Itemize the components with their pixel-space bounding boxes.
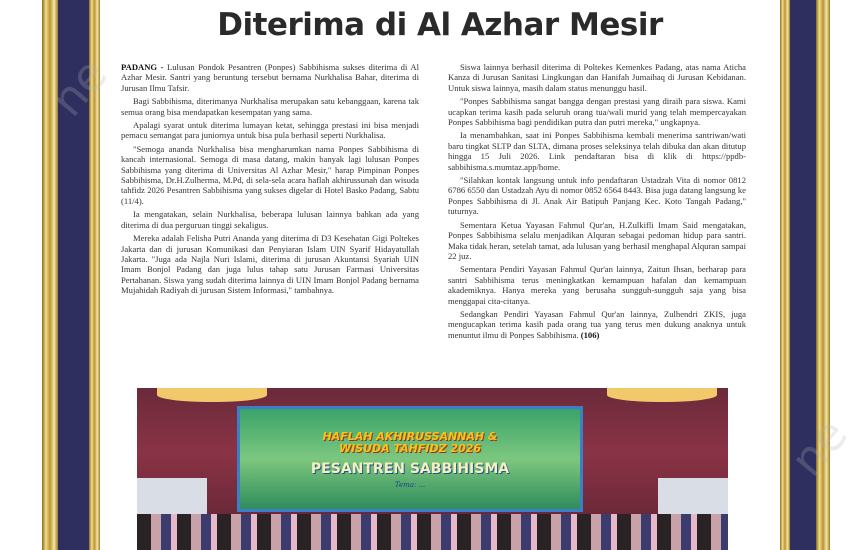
paragraph: Bagi Sabbihisma, diterimanya Nurkhalisa merupakan satu kebanggaan, karena tak semua orang bisa mendapatkan kesempatan yang sama. (121, 96, 419, 117)
article-column-2 (448, 62, 746, 343)
paragraph: "Semoga ananda Nurkhalisa bisa mengharumkan nama Ponpes Sabbihisma di kancah internasional. Semoga di masa datang, makin banyak lagi lulusan Ponpes Sabbihisma yang diterima di Universitas Al Azhar Mesir," harap Pimpinan Ponpes Sabbihisma, Dr.H.Zulherma, M.Pd, di sela-sela acara haflah akhirussunah dan wisuda tahfidz 2026 Pesantren Sabbihisma yang sukses digelar di Hotel Basko Padang, Sabtu (11/4). (121, 143, 419, 206)
paragraph: Apalagi syarat untuk diterima lumayan ketat, sehingga prestasi ini bisa menjadi pemacu semangat para juniornya untuk bisa pula berhasil seperti Nurkhalisa. (121, 120, 419, 141)
paragraph: Sementara Pendiri Yayasan Fahmul Qur'an lainnya, Zaitun Ihsan, berharap para santri Sabbihisma terus meningkatkan kemampuan hafalan dan kemampuan akademiknya. Hanya mereka yang berusaha sungguh-sungguh saja yang bisa menggapai cita-citanya. (448, 264, 746, 306)
paragraph: Siswa lainnya berhasil diterima di Poltekes Kemenkes Padang, atas nama Aticha Kanza di Jurusan Sanitasi Lingkungan dan Hanifah Jumaihaq di Jurusan Kebidanan. Untuk siswa lainnya, masih dalam status menunggu hasil. (448, 62, 746, 93)
headline-text: Diterima di Al Azhar Mesir (217, 7, 663, 43)
frame-gold-right-inner (780, 0, 790, 550)
paragraph: Sementara Ketua Yayasan Fahmul Qur'an, H.Zulkifli Imam Said mengatakan, Ponpes Sabbihisma selalu menjadikan Alquran sebagai pedoman hidup para santri. Maka tidak heran, setelah tamat, ada lulusan yang berhasil menghapal Alquran sampai 22 juz. (448, 219, 746, 261)
paragraph: "Silahkan kontak langsung untuk info pendaftaran Ustadzah Vita di nomor 0812 6786 6550 dan Ustadzah Ayu di nomor 0852 6564 8443. Bisa juga datang langsung ke Ponpes Sabbihisma di Jl. Anak Air Batipuh Panjang Kec. Koto Tangah Padang," tuturnya. (448, 175, 746, 217)
paragraph: Mereka adalah Felisha Putri Ananda yang diterima di D3 Kesehatan Gigi Poltekes Jakarta dan di jurusan Komunikasi dan Penyiaran Islam UIN Syarif Hidayatullah Jakarta. "Juga ada Najla Nuri Islami, diterima di jurusan Akuntansi Syariah UIN Imam Bonjol Padang dan juga lulus tahap satu Jurusan Farmasi Universitas Pertahanan. Siswa yang sudah diterima lainnya di UIN Imam Bonjol Padang bernama Mujahidah Radiyah di jurusan Sistem Informasi," tambahnya. (121, 233, 419, 296)
banner-title: PESANTREN SABBIHISMA (310, 461, 510, 477)
ceiling-lamp (157, 388, 267, 402)
watermark: ne (779, 407, 858, 487)
banner-subtitle: Tema: ... (394, 481, 426, 489)
watermark: ne (39, 47, 118, 127)
paragraph (121, 62, 419, 93)
paragraph: Ia menambahkan, saat ini Ponpes Sabbihisma kembali menerima santriwan/wati baru tingkat SLTP dan SLTA, dimana proses seleksinya telah dibuka dan akan ditutup hingga 15 Juli 2026. Link pendaftaran bisa di klik di https://ppdb-sabbihisma.s.mumtaz.app/home. (448, 130, 746, 172)
article-column-1 (121, 62, 419, 299)
event-banner (237, 406, 583, 512)
paragraph (448, 309, 746, 340)
paragraph: "Ponpes Sabbihisma sangat bangga dengan prestasi yang diraih para siswa. Kami ucapkan terima kasih pada seluruh orang tua/wali murid yang telah mempercayakan Ponpes Sabbihisma bagi pendidikan putra dan putri mereka," ungkapnya. (448, 96, 746, 128)
banner-heading (240, 431, 580, 455)
signoff: (106) (580, 329, 600, 340)
paragraph: Ia mengatakan, selain Nurkhalisa, beberapa lulusan lainnya bahkan ada yang diterima di dua perguruan tinggi sekaligus. (121, 209, 419, 230)
banner-line-2: WISUDA TAHFIDZ 2026 (338, 442, 482, 455)
headline (100, 0, 780, 50)
dateline: PADANG - (121, 62, 164, 72)
paragraph-text: Lulusan Pondok Pesantren (Ponpes) Sabbihisma sukses diterima di Al Azhar Mesir. Santri yang beruntung tersebut bernama Nurkhalisa Bahar, diterima di Jurusan Ilmu Tafsir. (121, 62, 419, 93)
paragraph-text: Sedangkan Pendiri Yayasan Fahmul Qur'an lainnya, Zulhendri ZKIS, juga mengucapkan terima kasih pada orang tua yang terus men dukung anaknya untuk menuntut ilmu di Ponpes Sabbihisma. (448, 308, 746, 340)
event-photo (137, 388, 728, 550)
banner-line-1: HAFLAH AKHIRUSSANNAH & (322, 430, 498, 443)
ceiling-lamp (607, 388, 717, 402)
graduates-group (137, 514, 728, 550)
